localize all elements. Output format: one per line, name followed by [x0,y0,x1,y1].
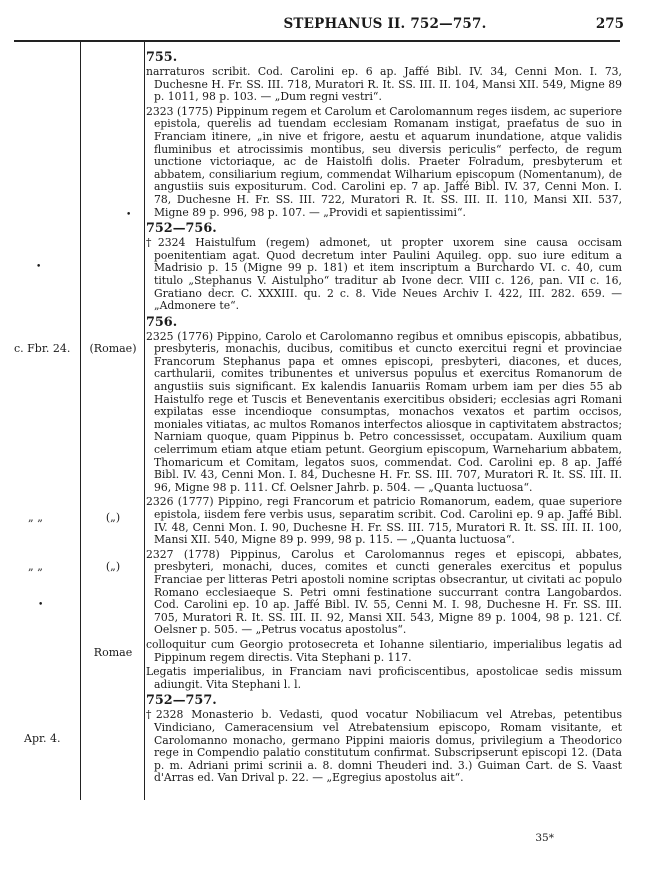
regest-entry: †2328 Monasterio b. Vedasti, quod vocatur Nobiliacum vel Atrebas, petentibus Vindiciano, Cameracensium vel Atrebatensium episcopo, Romam visitante, et Carolomanno monacho, germano Pippini maioris domus, privilegium a Theodorico rege in Compendio palatio constitutum confirmat. Subscripserunt episcopi 12. (Data p. m. Adriani primi scrinii a. 8. domni Theuderi ind. 3.) Guiman Cart. de S. Vaast d'Arras ed. Van Drival p. 22. — „Egregius apostolus ait“. [146,708,622,785]
margin-date: Apr. 4. [24,732,61,745]
regest-entry: 2323 (1775) Pippinum regem et Carolum et Carolomannum reges iisdem, ac superiore epistola, querelis ad tuendam ecclesiam Romanam instigat, praefatus de suo in Franciam itinere, „in nive et frigore, aestu et aquarum inundatione, atque validis fluminibus et atrocissimis montibus, seu diversis periculis“ perfecto, de regum unctione victoriaque, ac de Haistolfi dolis. Praeter Folradum, presbyterum et abbatem, consiliarium regium, commendat Wilharium episcopum (Nomentanum), de angustiis suis expositurum. Cod. Carolini ep. 7 ap. Jaffé Bibl. IV. 37, Cenni Mon. I. 78, Duchesne H. Fr. SS. III. 722, Muratori R. It. SS. III. II. 110, Mansi XII. 537, Migne 89 p. 996, 98 p. 107. — „Providi et sapientissimi“. [146,104,622,219]
printer-signature: 35* [535,832,554,844]
column-rule-left [80,40,81,800]
ink-speck: • [36,262,42,272]
ink-speck: • [126,210,132,220]
header-rule [14,40,620,42]
regest-entry: narraturos scribit. Cod. Carolini ep. 6 ap. Jaffé Bibl. IV. 34, Cenni Mon. I. 73, Duchesne H. Fr. SS. III. 718, Muratori R. It. SS. III. II. 104, Mansi XII. 549, Migne 89 p. 1011, 98 p. 103. — „Dum regni vestri“. [146,65,622,104]
margin-place: (Romae) [89,342,137,355]
section-heading: 755. [146,50,178,65]
ink-speck: • [38,600,44,610]
section-heading: 752—756. [146,221,217,237]
regest-entry: colloquitur cum Georgio protosecreta et Iohanne silentiario, imperialibus legatis ad Pippinum regem directis. Vita Stephani p. 117. [146,637,622,664]
margin-place: („) [105,511,121,524]
margin-place: Romae [93,646,133,659]
regest-entry: Legatis imperialibus, in Franciam navi proficiscentibus, apostolicae sedis missum adiungit. Vita Stephani l. l. [146,665,622,691]
margin-date: c. Fbr. 24. [14,342,71,355]
regest-entry: †2324 Haistulfum (regem) admonet, ut propter uxorem sine causa occisam poenitentiam agat. Quod decretum inter Paulini Aquileg. opp. suo iure editum a Madrisio p. 15 (Migne 99 p. 181) et item inscriptum a Burchardo VI. c. 40, cum titulo „Stephanus V. Aistulpho“ traditur ab Ivone decr. VIII c. 126, pan. VII c. 16, Gratiano decr. C. XXXIII. qu. 2 c. 8. Vide Neues Archiv I. 422, III. 282. 659. — „Admonere te“. [146,236,622,313]
section-heading: 752—757. [146,693,217,709]
margin-date: „ „ [28,560,43,573]
regest-entry: 2326 (1777) Pippino, regi Francorum et patricio Romanorum, eadem, quae superiore epistola, iisdem fere verbis usus, separatim scribit. Cod. Carolini ep. 9 ap. Jaffé Bibl. IV. 48, Cenni Mon. I. 90, Duchesne H. Fr. SS. III. 715, Muratori R. It. SS. III. II. 100, Mansi XII. 540, Migne 89 p. 999, 98 p. 115. — „Quanta luctuosa“. [146,495,622,547]
running-header: STEPHANUS II. 752—757. [283,16,487,32]
section-heading: 756. [146,314,178,330]
page-number: 275 [595,16,624,32]
main-text [144,50,622,787]
margin-place: („) [105,560,121,573]
margin-date: „ „ [28,511,43,524]
regest-entry: 2325 (1776) Pippino, Carolo et Carolomanno regibus et omnibus episcopis, abbatibus, presbyteris, monachis, ducibus, comitibus et cuncto exercitui regni et provinciae Francorum Stephanus papa et omnes episcopi, presbyteri, diacones, et duces, carthularii, comites tribunentes et universus populus et exercitus Romanorum de angustiis suis significant. Ex kalendis Ianuariis Romam urbem iam per dies 55 ab Haistulfo rege et Tuscis et Beneventanis exercitibus obsideri; ecclesias agri Romani expilatas esse incendioque consumptas, monachos vexatos et partim occisos, moniales vitiatas, ac multos Romanos interfectos aliosque in captivitatem abstractos; Narniam quoque, quam Pippinus b. Petro concessisset, occupatam. Auxilium quam celerrimum etiam atque etiam petunt. Georgium episcopum, Warneharium abbatem, Thomaricum et Comitam, legatos suos, commendat. Cod. Carolini ep. 8 ap. Jaffé Bibl. IV. 43, Cenni Mon. I. 84, Duchesne H. Fr. SS. III. 707, Muratori R. It. SS. III. II. 96, Migne 98 p. 111. Cf. Oelsner Jahrb. p. 504. — „Quanta luctuosa“. [146,329,622,494]
regest-entry: 2327 (1778) Pippinus, Carolus et Carolomannus reges et episcopi, abbates, presbyteri, monachi, duces, comites et cuncti generales exercitus et populus Franciae per litteras Petri apostoli nomine scriptas obsecrantur, ut civitati ac populo Romano ecclesiaeque S. Petri omni festinatione succurrant contra Langobardos. Cod. Carolini ep. 10 ap. Jaffé Bibl. IV. 55, Cenni M. I. 98, Duchesne H. Fr. SS. III. 705, Muratori R. It. SS. III. II. 92, Mansi XII. 543, Migne 89 p. 1004, 98 p. 121. Cf. Oelsner p. 505. — „Petrus vocatus apostolus“. [146,547,622,637]
